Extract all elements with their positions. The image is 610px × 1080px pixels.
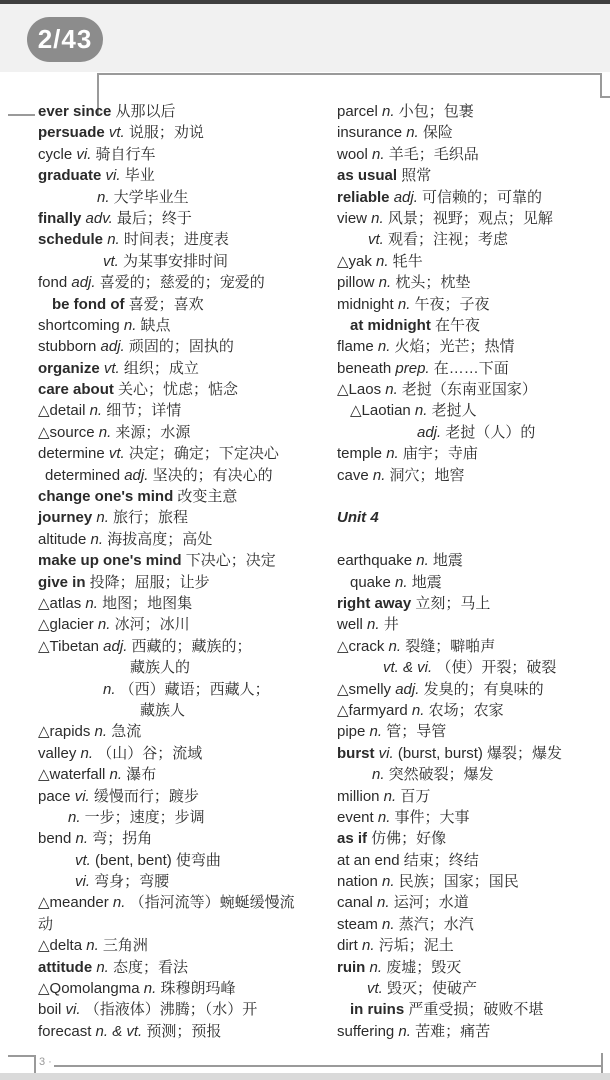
vocab-line: valley n. （山）谷；流域 (38, 744, 203, 762)
vocab-line: as usual 照常 (337, 167, 432, 185)
vocab-line: cycle vi. 骑自行车 (38, 145, 156, 163)
vocab-blank-line (337, 486, 610, 507)
vocab-line: be fond of 喜爱；喜欢 (52, 295, 204, 313)
vocab-line: give in 投降；屈服；让步 (38, 573, 210, 591)
vocab-line: beneath prep. 在……下面 (337, 359, 509, 377)
vocab-line: journey n. 旅行；旅程 (38, 509, 189, 527)
vocab-line: in ruins 严重受损；破败不堪 (350, 1001, 544, 1019)
page-indicator-badge[interactable] (27, 17, 103, 62)
vocab-line: determined adj. 坚决的；有决心的 (45, 466, 273, 484)
vocab-line: n. 一步；速度；步调 (68, 808, 205, 826)
vocab-line: event n. 事件；大事 (337, 808, 470, 826)
vocab-line: △Laos n. 老挝（东南亚国家） (337, 381, 537, 399)
vocab-line: dirt n. 污垢；泥土 (337, 937, 454, 955)
vocab-line: attitude n. 态度；看法 (38, 958, 189, 976)
vocab-line: △atlas n. 地图；地图集 (38, 594, 193, 612)
vocab-line: pace vi. 缓慢而行；踱步 (38, 787, 199, 805)
vocab-line: make up one's mind 下决心；决定 (38, 552, 276, 570)
vocab-line: stubborn adj. 顽固的；固执的 (38, 338, 234, 356)
vocab-line: bend n. 弯；拐角 (38, 830, 153, 848)
vocab-line: △crack n. 裂缝；噼啪声 (337, 637, 496, 655)
vocab-line: vt. (bent, bent) 使弯曲 (75, 851, 221, 869)
vocab-line: adj. 老挝（人）的 (417, 423, 536, 441)
vocab-line: well n. 井 (337, 616, 399, 634)
vocab-line: ruin n. 废墟；毁灭 (337, 958, 462, 976)
vocab-line: vt. 为某事安排时间 (103, 252, 229, 270)
vocab-line: quake n. 地震 (350, 573, 442, 591)
vocab-line: midnight n. 午夜；子夜 (337, 295, 490, 313)
vocab-line: suffering n. 苦难；痛苦 (337, 1022, 491, 1040)
vocab-line: vi. 弯身；弯腰 (75, 873, 170, 891)
page-frame-bottom-line (54, 1065, 602, 1067)
vocab-line: flame n. 火焰；光芒；热情 (337, 338, 515, 356)
vocab-line: million n. 百万 (337, 787, 431, 805)
vocab-line: parcel n. 小包；包裹 (337, 103, 474, 120)
paper-edge-topright-tick (600, 96, 610, 98)
vocab-line: steam n. 蒸汽；水汽 (337, 915, 474, 933)
vocab-line: determine vt. 决定；确定；下定决心 (38, 445, 279, 463)
vocab-line: schedule n. 时间表；进度表 (38, 231, 229, 249)
vocab-column-left (38, 101, 338, 1042)
vocab-line: △Laotian n. 老挝人 (350, 402, 477, 420)
vocab-line: at midnight 在午夜 (350, 316, 480, 334)
viewer-header-bar (0, 4, 610, 72)
vocab-line: pipe n. 管；导管 (337, 723, 447, 741)
vocab-line: cave n. 洞穴；地窖 (337, 466, 465, 484)
vocab-line: △Qomolangma n. 珠穆朗玛峰 (38, 980, 236, 998)
vocab-line: n. 突然破裂；爆发 (372, 766, 494, 784)
vocab-line: vt. 观看；注视；考虑 (368, 231, 509, 249)
vocab-line: as if 仿佛；好像 (337, 830, 447, 848)
next-page-edge-strip (0, 1073, 610, 1080)
vocab-line: △smelly adj. 发臭的；有臭味的 (337, 680, 544, 698)
vocab-line: canal n. 运河；水道 (337, 894, 469, 912)
vocab-line: 藏族人 (140, 701, 186, 719)
printed-page-number: 3 · (39, 1056, 52, 1068)
vocab-line: △Tibetan adj. 西藏的；藏族的； (38, 637, 252, 655)
vocab-line: shortcoming n. 缺点 (38, 316, 171, 334)
vocab-line: vt. 毁灭；使破产 (367, 980, 478, 998)
vocab-line: 动 (38, 915, 54, 933)
vocab-line: boil vi. （指液体）沸腾；（水）开 (38, 1001, 258, 1019)
vocab-line: graduate vi. 毕业 (38, 167, 155, 185)
vocab-line: fond adj. 喜爱的；慈爱的；宠爱的 (38, 274, 265, 292)
vocab-line: △delta n. 三角洲 (38, 937, 148, 955)
vocab-line: forecast n. & vt. 预测；预报 (38, 1022, 222, 1040)
vocab-line: △glacier n. 冰河；冰川 (38, 616, 190, 634)
vocab-line: persuade vt. 说服；劝说 (38, 124, 204, 142)
vocab-line: altitude n. 海拔高度；高处 (38, 530, 213, 548)
vocab-line: 藏族人的 (130, 659, 191, 677)
vocab-line: pillow n. 枕头；枕垫 (337, 274, 471, 292)
vocab-line: care about 关心；忧虑；惦念 (38, 381, 239, 399)
vocab-line: insurance n. 保险 (337, 124, 453, 142)
vocab-line: △farmyard n. 农场；农家 (337, 701, 504, 719)
vocab-blank-line (337, 529, 610, 550)
vocab-line: burst vi. (burst, burst) 爆裂；爆发 (337, 744, 563, 762)
vocab-line: △waterfall n. 瀑布 (38, 766, 157, 784)
page-indicator-label: 2/43 (37, 24, 93, 54)
vocab-line: nation n. 民族；国家；国民 (337, 873, 519, 891)
vocab-line: temple n. 庙宇；寺庙 (337, 445, 478, 463)
vocab-line: △detail n. 细节；详情 (38, 402, 182, 420)
vocab-line: n. 大学毕业生 (97, 188, 189, 206)
vocab-line: at an end 结束；终结 (337, 851, 479, 869)
vocab-line: n. （西）藏语；西藏人； (103, 680, 270, 698)
vocab-line: finally adv. 最后；终于 (38, 209, 192, 227)
page-frame-top-line (97, 73, 601, 75)
vocab-line: organize vt. 组织；成立 (38, 359, 199, 377)
paper-edge-bottomleft-tick (8, 1055, 35, 1057)
vocab-line: change one's mind 改变主意 (38, 488, 238, 506)
page-frame-topright-corner (600, 73, 602, 98)
vocab-line: reliable adj. 可信赖的；可靠的 (337, 188, 543, 206)
unit-heading: Unit 4 (337, 509, 379, 527)
vocab-line: wool n. 羊毛；毛织品 (337, 145, 479, 163)
vocab-line: right away 立刻；马上 (337, 594, 491, 612)
vocab-line: △rapids n. 急流 (38, 723, 142, 741)
vocab-line: △meander n. （指河流等）蜿蜒缓慢流 (38, 894, 295, 912)
vocab-column-right (337, 101, 610, 1042)
vocab-line: vt. & vi. （使）开裂；破裂 (383, 659, 557, 677)
paper-edge-topleft-tick (8, 114, 35, 116)
vocab-line: △yak n. 牦牛 (337, 252, 423, 270)
vocab-line: earthquake n. 地震 (337, 552, 463, 570)
vocab-line: ever since 从那以后 (38, 103, 176, 120)
vocab-line: view n. 风景；视野；观点；见解 (337, 209, 553, 227)
vocab-line: △source n. 来源；水源 (38, 423, 191, 441)
